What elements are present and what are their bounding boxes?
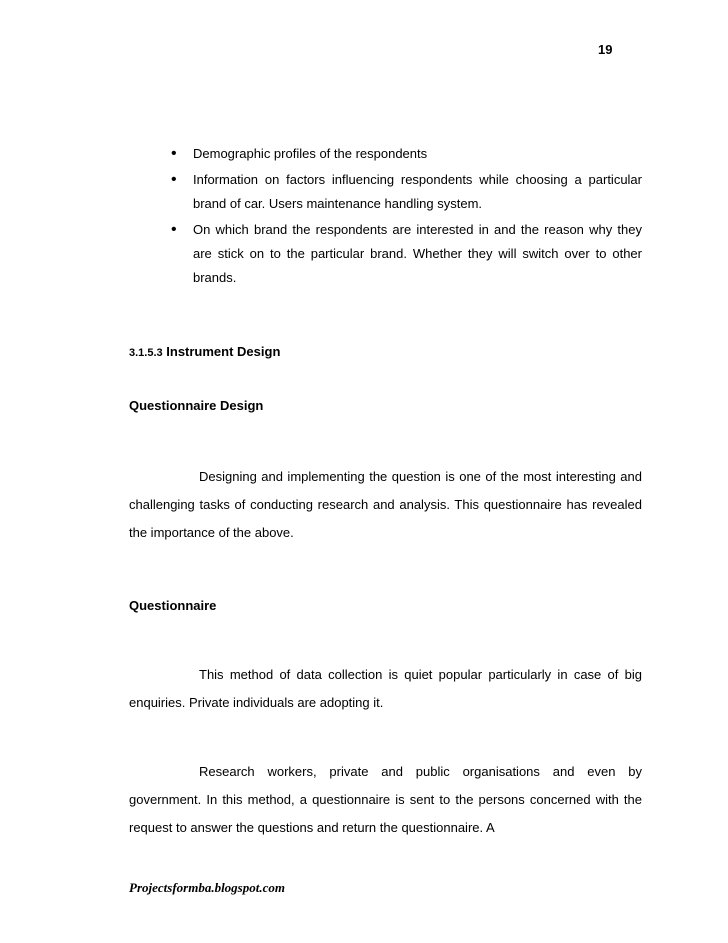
bullet-text: Information on factors influencing respondents while choosing a particular brand of car. Users maintenance handling system. — [193, 172, 642, 211]
section-title: Instrument Design — [166, 344, 281, 359]
bullet-item — [171, 218, 642, 290]
bullet-dot-icon: • — [171, 221, 177, 238]
bullet-item — [171, 142, 642, 166]
bullet-dot-icon: • — [171, 171, 177, 188]
section-heading — [129, 344, 280, 359]
page-number: 19 — [598, 42, 613, 57]
bullet-dot-icon: • — [171, 145, 177, 162]
section-number: 3.1.5.3 — [129, 347, 163, 359]
bullet-text: On which brand the respondents are interested in and the reason why they are stick on to the particular brand. Whether they will switch over to other brands. — [193, 222, 642, 285]
bullet-item — [171, 168, 642, 216]
questionnaire-paragraph-1: This method of data collection is quiet popular particularly in case of big enquiries. Private individuals are adopting it. — [129, 667, 642, 710]
footer-link[interactable]: Projectsformba.blogspot.com — [129, 880, 285, 895]
questionnaire-heading: Questionnaire — [129, 598, 217, 613]
questionnaire-design-paragraph: Designing and implementing the question is one of the most interesting and challenging tasks of conducting research and analysis. This questionnaire has revealed the importance of the above. — [129, 469, 642, 540]
questionnaire-design-heading: Questionnaire Design — [129, 398, 264, 413]
bullet-list — [171, 142, 642, 292]
questionnaire-paragraph-2: Research workers, private and public organisations and even by government. In this method, a questionnaire is sent to the persons concerned with the request to answer the questions and return the questionnaire. A — [129, 764, 642, 835]
bullet-text: Demographic profiles of the respondents — [193, 146, 428, 161]
